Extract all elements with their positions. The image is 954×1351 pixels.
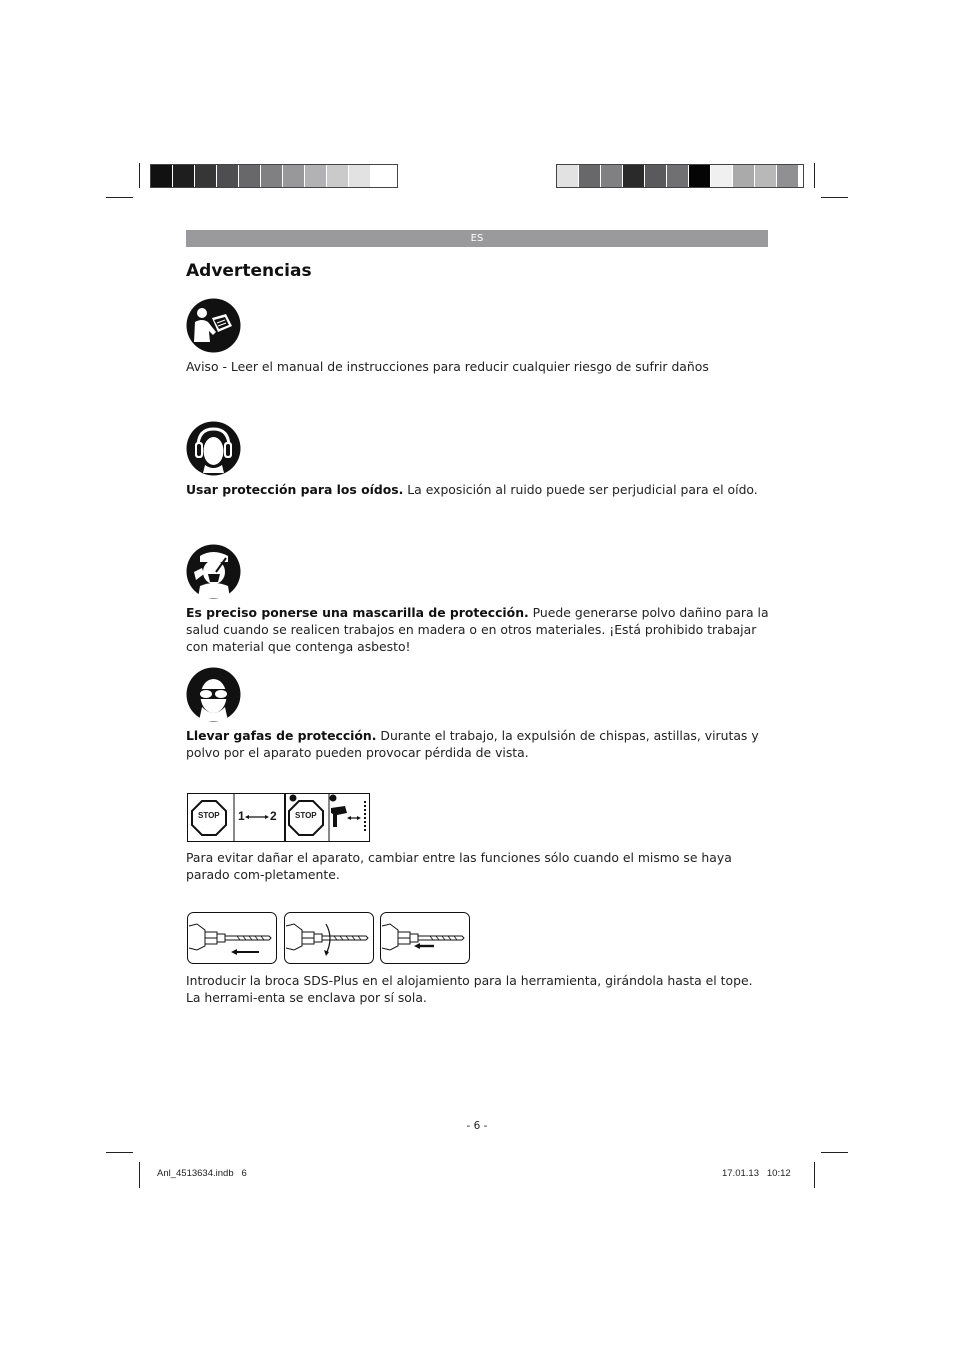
color-swatch [733, 165, 755, 187]
color-swatch [151, 165, 173, 187]
crop-mark [814, 1162, 815, 1188]
stop-switch-figure [187, 793, 285, 846]
crop-mark [814, 163, 815, 188]
ear-warning-text: Usar protección para los oídos. La exposición al ruido puede ser perjudicial para el oído. [186, 482, 758, 497]
drill-bit-insert-figure-2 [284, 912, 375, 969]
color-swatch [689, 165, 711, 187]
color-swatch [371, 165, 393, 187]
color-swatch [283, 165, 305, 187]
color-calibration-bar-right [556, 164, 804, 188]
color-swatch [755, 165, 777, 187]
bit-insert-text: Introducir la broca SDS-Plus en el alojamiento para la herramienta, girándola hasta el tope. La herrami-enta se enclava por sí sola. [186, 973, 753, 1005]
print-timestamp: 17.01.13 10:12 [722, 1168, 791, 1179]
color-swatch [777, 165, 799, 187]
color-swatch [579, 165, 601, 187]
language-label: ES [470, 233, 484, 244]
drill-bit-insert-figure-1 [187, 912, 278, 969]
read-manual-icon [186, 298, 241, 357]
color-swatch [557, 165, 579, 187]
page-title: Advertencias [186, 261, 312, 281]
color-swatch [239, 165, 261, 187]
drill-bit-insert-figure-3 [380, 912, 471, 969]
stop-hammer-figure [285, 793, 370, 846]
color-swatch [711, 165, 733, 187]
color-swatch [327, 165, 349, 187]
dust-mask-icon [186, 544, 241, 603]
color-calibration-bar-left [150, 164, 398, 188]
crop-mark [139, 163, 140, 188]
crop-mark [106, 1152, 133, 1153]
switch-warning-text: Para evitar dañar el aparato, cambiar entre las funciones sólo cuando el mismo se haya parado com-pletamente. [186, 850, 732, 882]
color-swatch [173, 165, 195, 187]
page-number: - 6 - [466, 1120, 488, 1132]
crop-mark [821, 1152, 848, 1153]
ear-protection-icon [186, 421, 241, 480]
stop-label: STOP [198, 811, 220, 820]
color-swatch [261, 165, 283, 187]
color-swatch [667, 165, 689, 187]
switch-number-from: 1 [238, 809, 245, 823]
crop-mark [821, 197, 848, 198]
color-swatch [217, 165, 239, 187]
color-swatch [645, 165, 667, 187]
mask-warning-text: Es preciso ponerse una mascarilla de protección. Puede generarse polvo dañino para la salud cuando se realicen trabajos en madera o en otros materiales. ¡Está prohibido trabajar con material que contenga asbesto! [186, 605, 769, 654]
crop-mark [106, 197, 133, 198]
language-bar [186, 230, 768, 247]
color-swatch [349, 165, 371, 187]
file-name: Anl_4513634.indb 6 [157, 1168, 247, 1179]
stop-label: STOP [295, 811, 317, 820]
color-swatch [195, 165, 217, 187]
safety-goggles-icon [186, 667, 241, 726]
crop-mark [139, 1162, 140, 1188]
color-swatch [305, 165, 327, 187]
color-swatch [623, 165, 645, 187]
switch-number-to: 2 [270, 809, 277, 823]
manual-warning-text: Aviso - Leer el manual de instrucciones para reducir cualquier riesgo de sufrir daños [186, 359, 709, 374]
color-swatch [601, 165, 623, 187]
goggles-warning-text: Llevar gafas de protección. Durante el trabajo, la expulsión de chispas, astillas, virutas y polvo por el aparato pueden provocar pérdida de vista. [186, 728, 759, 760]
